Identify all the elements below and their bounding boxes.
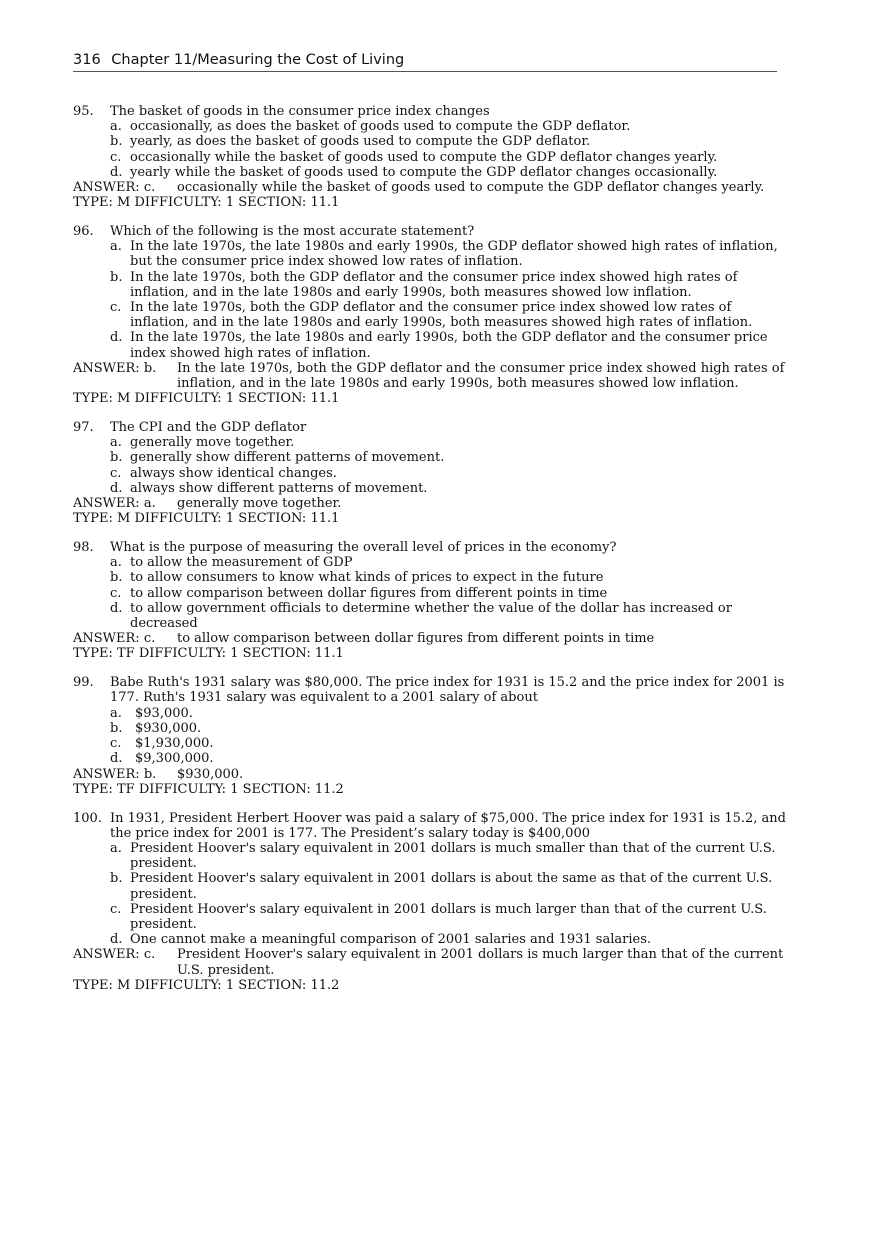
answer-label: ANSWER: c. xyxy=(73,947,156,963)
option-text: $1,930,000. xyxy=(135,736,214,752)
question-number: 95. xyxy=(73,104,94,119)
question-text: In 1931, President Herbert Hoover was paid a salary of $75,000. The price index for 1931 is 15.2, and the price index for 2001 is 177. The President’s salary today is $400,000 xyxy=(110,810,786,841)
question-text: Babe Ruth's 1931 salary was $80,000. The price index for 1931 is 15.2 and the price index for 2001 is 177. Ruth's 1931 salary was equivalent to a 2001 salary of about xyxy=(110,675,785,706)
option-text: to allow government officials to determine whether the value of the dollar has increased or decreased xyxy=(130,600,732,632)
question-text: The basket of goods in the consumer price index changes xyxy=(110,104,490,119)
option-label: d. xyxy=(110,932,123,948)
option-text: $9,300,000. xyxy=(135,751,214,767)
answer-line xyxy=(73,496,793,511)
option-label: a. xyxy=(110,239,122,255)
answer-line xyxy=(73,361,793,391)
option-label: c. xyxy=(110,736,122,752)
option-text: President Hoover's salary equivalent in 2001 dollars is much larger than that of the current U.S. president. xyxy=(130,901,767,932)
option-b xyxy=(73,871,793,901)
option-c xyxy=(73,736,793,751)
option-text: In the late 1970s, both the GDP deflator and the consumer price index showed high rates of inflation, and in the late 1980s and early 1990s, both measures showed low inflation. xyxy=(130,269,738,300)
option-d xyxy=(73,932,793,947)
answer-line xyxy=(73,767,793,782)
answer-label: ANSWER: c. xyxy=(73,631,156,647)
answer-text: In the late 1970s, both the GDP deflator and the consumer price index showed high rates of inflation, and in the late 1980s and early 1990s, both measures showed low inflation. xyxy=(177,360,785,392)
option-a xyxy=(73,706,793,721)
option-label: a. xyxy=(110,435,122,451)
option-label: a. xyxy=(110,555,122,571)
option-text: occasionally, as does the basket of goods used to compute the GDP deflator. xyxy=(130,119,631,135)
answer-text: President Hoover's salary equivalent in 2001 dollars is much larger than that of the current U.S. president. xyxy=(177,947,784,978)
option-a xyxy=(73,841,793,871)
option-label: b. xyxy=(110,450,123,466)
question-stem xyxy=(73,420,793,435)
option-a xyxy=(73,119,793,134)
option-text: to allow consumers to know what kinds of prices to expect in the future xyxy=(130,570,604,586)
question-97 xyxy=(73,420,793,526)
question-list xyxy=(73,104,793,1007)
answer-label: ANSWER: b. xyxy=(73,766,157,782)
option-b xyxy=(73,450,793,465)
question-98 xyxy=(73,540,793,662)
question-meta: TYPE: TF DIFFICULTY: 1 SECTION: 11.2 xyxy=(73,781,344,797)
option-b xyxy=(73,721,793,736)
option-label: a. xyxy=(110,119,122,135)
option-label: b. xyxy=(110,570,123,586)
page-number: 316 xyxy=(73,52,101,68)
option-a xyxy=(73,555,793,570)
answer-line xyxy=(73,947,793,977)
option-text: to allow comparison between dollar figures from different points in time xyxy=(130,585,608,601)
answer-label: ANSWER: c. xyxy=(73,180,156,196)
option-a xyxy=(73,239,793,269)
option-text: generally show different patterns of movement. xyxy=(130,450,445,466)
option-d xyxy=(73,330,793,360)
question-stem xyxy=(73,540,793,555)
answer-text: occasionally while the basket of goods used to compute the GDP deflator changes yearly. xyxy=(177,180,765,196)
answer-text: generally move together. xyxy=(177,496,342,512)
option-label: c. xyxy=(110,300,122,316)
question-number: 100. xyxy=(73,810,102,826)
option-label: a. xyxy=(110,840,122,856)
option-label: d. xyxy=(110,480,123,496)
question-meta: TYPE: M DIFFICULTY: 1 SECTION: 11.1 xyxy=(73,195,340,211)
option-b xyxy=(73,270,793,300)
option-label: d. xyxy=(110,164,123,180)
question-stem xyxy=(73,224,793,239)
option-label: b. xyxy=(110,871,123,887)
option-label: c. xyxy=(110,901,122,917)
option-text: One cannot make a meaningful comparison of 2001 salaries and 1931 salaries. xyxy=(130,932,652,948)
option-text: yearly, as does the basket of goods used to compute the GDP deflator. xyxy=(130,134,591,150)
question-number: 98. xyxy=(73,540,94,556)
option-text: occasionally while the basket of goods used to compute the GDP deflator changes yearly. xyxy=(130,149,718,165)
option-d xyxy=(73,751,793,766)
question-100 xyxy=(73,811,793,993)
question-stem xyxy=(73,811,793,841)
answer-label: ANSWER: b. xyxy=(73,360,157,376)
answer-label: ANSWER: a. xyxy=(73,496,156,512)
option-d xyxy=(73,165,793,180)
question-number: 97. xyxy=(73,420,94,436)
option-c xyxy=(73,902,793,932)
option-text: $93,000. xyxy=(135,705,193,721)
option-text: to allow the measurement of GDP xyxy=(130,555,353,571)
question-stem xyxy=(73,675,793,705)
option-text: always show different patterns of movement. xyxy=(130,480,428,496)
question-99 xyxy=(73,675,793,797)
option-label: c. xyxy=(110,585,122,601)
option-text: always show identical changes. xyxy=(130,465,337,481)
option-c xyxy=(73,466,793,481)
option-c xyxy=(73,150,793,165)
chapter-title: Chapter 11/Measuring the Cost of Living xyxy=(111,52,405,68)
question-text: The CPI and the GDP deflator xyxy=(110,420,307,436)
option-label: a. xyxy=(110,705,122,721)
question-meta: TYPE: M DIFFICULTY: 1 SECTION: 11.1 xyxy=(73,391,340,407)
option-label: d. xyxy=(110,330,123,346)
question-meta: TYPE: M DIFFICULTY: 1 SECTION: 11.2 xyxy=(73,977,340,993)
option-text: President Hoover's salary equivalent in 2001 dollars is much smaller than that of the current U.S. president. xyxy=(130,840,776,872)
question-number: 96. xyxy=(73,224,94,240)
option-d xyxy=(73,601,793,631)
question-95 xyxy=(73,104,793,210)
option-c xyxy=(73,300,793,330)
option-label: b. xyxy=(110,134,123,150)
option-text: generally move together. xyxy=(130,435,295,451)
option-text: $930,000. xyxy=(135,720,202,736)
option-text: In the late 1970s, both the GDP deflator and the consumer price index showed low rates of inflation, and in the late 1980s and early 1990s, both measures showed high rates of inflation. xyxy=(130,300,753,331)
question-text: Which of the following is the most accurate statement? xyxy=(110,224,475,240)
option-text: In the late 1970s, the late 1980s and early 1990s, the GDP deflator showed high rates of inflation, but the consumer price index showed low rates of inflation. xyxy=(130,239,778,270)
question-meta: TYPE: TF DIFFICULTY: 1 SECTION: 11.1 xyxy=(73,646,344,662)
option-a xyxy=(73,435,793,450)
option-label: b. xyxy=(110,720,123,736)
option-c xyxy=(73,586,793,601)
option-label: d. xyxy=(110,600,123,616)
answer-line xyxy=(73,180,793,195)
option-text: yearly while the basket of goods used to compute the GDP deflator changes occasionally. xyxy=(130,164,718,180)
option-d xyxy=(73,481,793,496)
question-meta: TYPE: M DIFFICULTY: 1 SECTION: 11.1 xyxy=(73,511,340,527)
option-text: In the late 1970s, the late 1980s and early 1990s, both the GDP deflator and the consumer price index showed high rates of inflation. xyxy=(130,330,768,361)
question-96 xyxy=(73,224,793,406)
question-number: 99. xyxy=(73,675,94,691)
answer-line xyxy=(73,631,793,646)
option-label: c. xyxy=(110,149,122,165)
answer-text: $930,000. xyxy=(177,766,244,782)
question-stem xyxy=(73,104,793,119)
option-label: b. xyxy=(110,269,123,285)
option-text: President Hoover's salary equivalent in 2001 dollars is about the same as that of the current U.S. president. xyxy=(130,871,773,902)
page-header xyxy=(73,51,777,72)
question-text: What is the purpose of measuring the overall level of prices in the economy? xyxy=(110,540,617,556)
option-b xyxy=(73,134,793,149)
option-b xyxy=(73,570,793,585)
option-label: d. xyxy=(110,751,123,767)
option-label: c. xyxy=(110,465,122,481)
answer-text: to allow comparison between dollar figures from different points in time xyxy=(177,631,655,647)
